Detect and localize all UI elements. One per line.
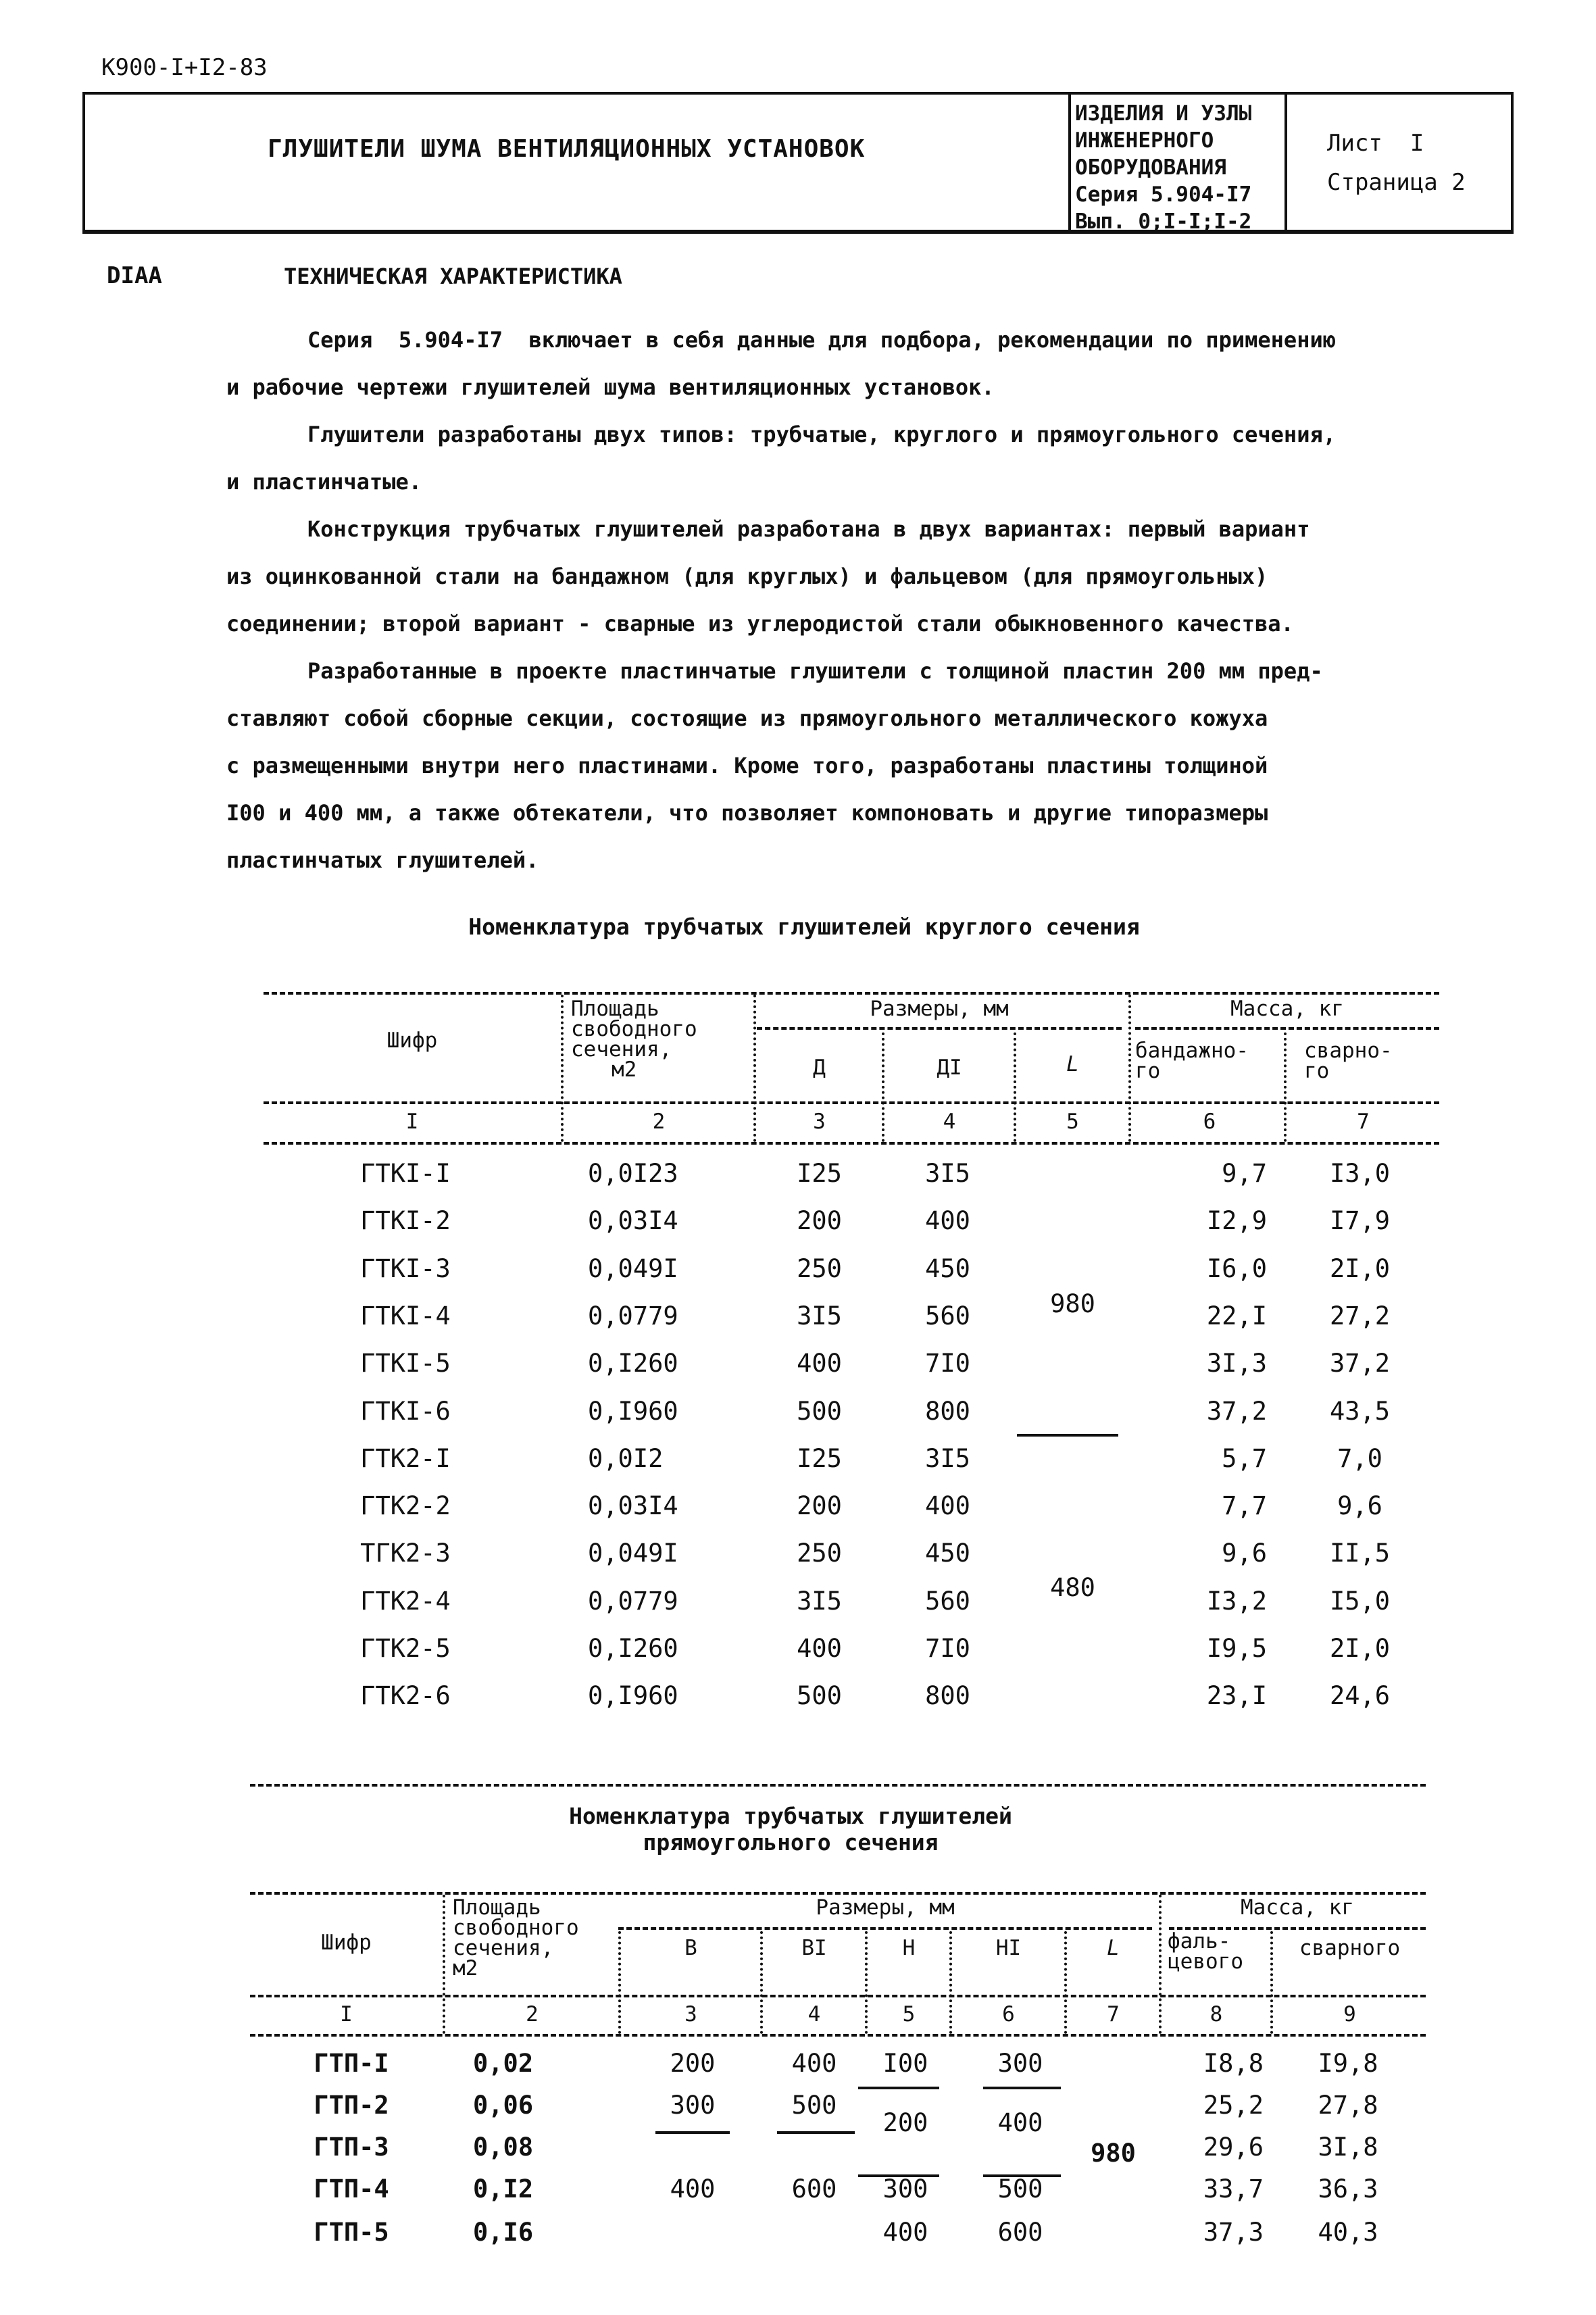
col-header-l: L bbox=[1066, 1052, 1079, 1076]
rect-cell-h: 400 bbox=[882, 2218, 928, 2247]
rect-cell-code: ГТП-4 bbox=[314, 2174, 389, 2204]
col-number: 6 bbox=[1203, 1110, 1216, 1134]
col-header-area: Площадь свободного сечения, м2 bbox=[571, 997, 697, 1082]
rect-cell-code: ГТП-3 bbox=[314, 2133, 389, 2162]
rect-cell-area: 0,I2 bbox=[473, 2174, 534, 2204]
round-cell-m1: 23,I bbox=[1206, 1681, 1267, 1711]
round-cell-d1: 450 bbox=[925, 1253, 970, 1283]
round-cell-m1: I9,5 bbox=[1206, 1634, 1267, 1663]
sheet-info: Лист I Страница 2 bbox=[1327, 130, 1466, 196]
rect-cell-b1: 600 bbox=[791, 2174, 837, 2204]
section-id: DIAA bbox=[107, 262, 162, 289]
round-cell-area: 0,I960 bbox=[588, 1681, 678, 1711]
col-number: I bbox=[340, 2002, 353, 2026]
round-cell-d1: 560 bbox=[925, 1586, 970, 1616]
round-cell-m2: 27,2 bbox=[1329, 1301, 1391, 1330]
col-header-b: В bbox=[684, 1936, 697, 1960]
round-cell-m1: 7,7 bbox=[1222, 1491, 1267, 1521]
col-number: 7 bbox=[1107, 2002, 1120, 2026]
round-cell-d: 250 bbox=[797, 1253, 842, 1283]
round-cell-m1: 37,2 bbox=[1206, 1396, 1267, 1426]
rect-cell-m1: 29,6 bbox=[1203, 2133, 1264, 2162]
col-number: 2 bbox=[652, 1110, 666, 1134]
rect-cell-m2: 40,3 bbox=[1318, 2218, 1378, 2247]
col-header-area: Площадь свободного сечения, м2 bbox=[453, 1895, 579, 1981]
round-cell-area: 0,I960 bbox=[588, 1396, 678, 1426]
round-cell-m1: 3I,3 bbox=[1206, 1349, 1267, 1378]
round-cell-code: ГТК2-2 bbox=[360, 1491, 451, 1521]
rect-cell-b1: 400 bbox=[791, 2049, 837, 2078]
round-cell-d: 200 bbox=[797, 1206, 842, 1236]
round-cell-d: 250 bbox=[797, 1539, 842, 1568]
paragraph: Глушители разработаны двух типов: трубчатые, круглого и прямоугольного сечения, и пластинчатые. bbox=[226, 422, 1336, 495]
round-cell-code: ГТК2-4 bbox=[360, 1586, 451, 1616]
round-cell-d: 3I5 bbox=[797, 1301, 842, 1330]
round-cell-d1: 3I5 bbox=[925, 1443, 970, 1473]
round-cell-d: 400 bbox=[797, 1634, 842, 1663]
round-cell-d1: 400 bbox=[925, 1491, 970, 1521]
rect-cell-h: 300 bbox=[882, 2174, 928, 2204]
round-cell-d: 200 bbox=[797, 1491, 842, 1521]
round-cell-d: I25 bbox=[797, 1159, 842, 1188]
rect-cell-b1: 500 bbox=[791, 2091, 837, 2120]
col-number: 8 bbox=[1210, 2002, 1223, 2026]
rect-cell-m1: 37,3 bbox=[1203, 2218, 1264, 2247]
round-cell-code: ГТКI-6 bbox=[360, 1396, 451, 1426]
paragraph: Серия 5.904-I7 включает в себя данные для подбора, рекомендации по применению и рабочие чертежи глушителей шума вентиляционных установок. bbox=[226, 327, 1336, 400]
round-cell-area: 0,049I bbox=[588, 1253, 678, 1283]
rect-cell-h1: 600 bbox=[997, 2218, 1043, 2247]
col-number: 5 bbox=[1066, 1110, 1079, 1134]
rect-cell-code: ГТП-2 bbox=[314, 2091, 389, 2120]
col-header-code: Шифр bbox=[321, 1931, 372, 1955]
round-cell-m2: 43,5 bbox=[1329, 1396, 1391, 1426]
rect-cell-m2: 27,8 bbox=[1318, 2091, 1378, 2120]
round-cell-d1: 7I0 bbox=[925, 1634, 970, 1663]
round-cell-m2: 9,6 bbox=[1337, 1491, 1382, 1521]
paragraph: Конструкция трубчатых глушителей разработана в двух вариантах: первый вариант из оцинкованной стали на бандажном (для круглых) и фальцевом (для прямоугольных) соединении; второй вариант - сварные из углеродистой стали обыкновенного качества. bbox=[226, 516, 1310, 637]
rect-cell-h: I00 bbox=[882, 2049, 928, 2078]
round-cell-area: 0,I260 bbox=[588, 1349, 678, 1378]
col-header-band: бандажно- го bbox=[1135, 1039, 1249, 1083]
round-cell-m2: II,5 bbox=[1329, 1539, 1391, 1568]
rect-cell-b: 200 bbox=[670, 2049, 716, 2078]
round-cell-m1: 22,I bbox=[1206, 1301, 1267, 1330]
round-cell-d1: 800 bbox=[925, 1396, 970, 1426]
rect-cell-m1: 25,2 bbox=[1203, 2091, 1264, 2120]
rect-cell-h1: 500 bbox=[997, 2174, 1043, 2204]
round-cell-area: 0,03I4 bbox=[588, 1206, 678, 1236]
rect-cell-b: 300 bbox=[670, 2091, 716, 2120]
round-cell-m2: 2I,0 bbox=[1329, 1253, 1391, 1283]
round-cell-d1: 560 bbox=[925, 1301, 970, 1330]
round-cell-m2: 37,2 bbox=[1329, 1349, 1391, 1378]
series-info: ИЗДЕЛИЯ И УЗЛЫ ИНЖЕНЕРНОГО ОБОРУДОВАНИЯ Серия 5.904-I7 Вып. 0;I-I;I-2 bbox=[1075, 101, 1252, 234]
rect-cell-m2: 36,3 bbox=[1318, 2174, 1378, 2204]
col-number: 4 bbox=[807, 2002, 821, 2026]
document-title: ГЛУШИТЕЛИ ШУМА ВЕНТИЛЯЦИОННЫХ УСТАНОВОК bbox=[268, 135, 866, 163]
rect-cell-h1: 400 bbox=[997, 2108, 1043, 2137]
round-cell-code: ГТК2-I bbox=[360, 1443, 451, 1473]
round-cell-d: 500 bbox=[797, 1396, 842, 1426]
col-header-mass: Масса, кг bbox=[1230, 997, 1344, 1021]
rect-cell-area: 0,08 bbox=[473, 2133, 534, 2162]
round-cell-d1: 7I0 bbox=[925, 1349, 970, 1378]
rect-cell-area: 0,02 bbox=[473, 2049, 534, 2078]
rect-cell-b: 400 bbox=[670, 2174, 716, 2204]
round-cell-area: 0,0I23 bbox=[588, 1159, 678, 1188]
col-number: 2 bbox=[526, 2002, 539, 2026]
rect-cell-m1: 33,7 bbox=[1203, 2174, 1264, 2204]
col-number: 6 bbox=[1002, 2002, 1015, 2026]
col-header-l: L bbox=[1107, 1936, 1120, 1960]
round-cell-m2: 24,6 bbox=[1329, 1681, 1391, 1711]
rect-cell-m2: 3I,8 bbox=[1318, 2133, 1378, 2162]
rect-table-title: Номенклатура трубчатых глушителей прямоугольного сечения bbox=[569, 1803, 1012, 1856]
col-number: 5 bbox=[902, 2002, 916, 2026]
round-cell-code: ГТКI-2 bbox=[360, 1206, 451, 1236]
col-header-h: Н bbox=[902, 1936, 916, 1960]
col-header-mass: Масса, кг bbox=[1241, 1895, 1354, 1920]
round-cell-area: 0,0779 bbox=[588, 1586, 678, 1616]
round-cell-d1: 800 bbox=[925, 1681, 970, 1711]
col-header-sizes: Размеры, мм bbox=[816, 1895, 955, 1920]
col-number: 4 bbox=[943, 1110, 956, 1134]
round-cell-d: 500 bbox=[797, 1681, 842, 1711]
col-header-weld: сварно- го bbox=[1304, 1039, 1393, 1083]
round-cell-d: I25 bbox=[797, 1443, 842, 1473]
round-cell-d1: 3I5 bbox=[925, 1159, 970, 1188]
round-cell-code: ГТКI-4 bbox=[360, 1301, 451, 1330]
col-number: 3 bbox=[684, 2002, 697, 2026]
col-header-d1: ДI bbox=[937, 1055, 962, 1080]
round-cell-code: ГТК2-5 bbox=[360, 1634, 451, 1663]
rect-cell-m1: I8,8 bbox=[1203, 2049, 1264, 2078]
round-cell-m1: I2,9 bbox=[1206, 1206, 1267, 1236]
round-cell-area: 0,I260 bbox=[588, 1634, 678, 1663]
rect-cell-h: 200 bbox=[882, 2108, 928, 2137]
l-value: 980 bbox=[1091, 2139, 1136, 2168]
col-number: 9 bbox=[1343, 2002, 1356, 2026]
round-cell-m1: I3,2 bbox=[1206, 1586, 1267, 1616]
round-cell-m2: I3,0 bbox=[1329, 1159, 1391, 1188]
col-header-weld: сварного bbox=[1299, 1936, 1401, 1960]
round-cell-m1: 5,7 bbox=[1222, 1443, 1267, 1473]
round-cell-area: 0,0779 bbox=[588, 1301, 678, 1330]
round-cell-code: ГТКI-I bbox=[360, 1159, 451, 1188]
col-header-d: Д bbox=[813, 1055, 826, 1080]
rect-cell-h1: 300 bbox=[997, 2049, 1043, 2078]
round-cell-area: 0,03I4 bbox=[588, 1491, 678, 1521]
round-cell-m2: I5,0 bbox=[1329, 1586, 1391, 1616]
col-number: 3 bbox=[813, 1110, 826, 1134]
document-code: К900-I+I2-83 bbox=[101, 54, 268, 81]
round-cell-m1: 9,7 bbox=[1222, 1159, 1267, 1188]
round-table-title: Номенклатура трубчатых глушителей круглого сечения bbox=[468, 914, 1140, 940]
round-cell-area: 0,049I bbox=[588, 1539, 678, 1568]
round-cell-d: 400 bbox=[797, 1349, 842, 1378]
col-number: 7 bbox=[1357, 1110, 1370, 1134]
round-cell-m2: 7,0 bbox=[1337, 1443, 1382, 1473]
l-value: 480 bbox=[1050, 1573, 1095, 1602]
round-cell-area: 0,0I2 bbox=[588, 1443, 664, 1473]
section-title: ТЕХНИЧЕСКАЯ ХАРАКТЕРИСТИКА bbox=[284, 264, 622, 289]
round-cell-code: ГТК2-6 bbox=[360, 1681, 451, 1711]
round-cell-m1: 9,6 bbox=[1222, 1539, 1267, 1568]
col-header-falz: фаль- цевого bbox=[1168, 1929, 1243, 1974]
col-header-b1: ВI bbox=[801, 1936, 827, 1960]
round-cell-code: ГТКI-3 bbox=[360, 1253, 451, 1283]
rect-cell-code: ГТП-I bbox=[314, 2049, 389, 2078]
round-cell-m2: 2I,0 bbox=[1329, 1634, 1391, 1663]
rect-cell-m2: I9,8 bbox=[1318, 2049, 1378, 2078]
col-number: I bbox=[405, 1110, 419, 1134]
paragraph: Разработанные в проекте пластинчатые глушители с толщиной пластин 200 мм пред- ставляют собой сборные секции, состоящие из прямоугольного металлического кожуха с размещенными внутри него пластинами. Кроме того, разработаны пластины толщиной I00 и 400 мм, а также обтекатели, что позволяет компоновать и другие типоразмеры пластинчатых глушителей. bbox=[226, 658, 1323, 873]
rect-cell-code: ГТП-5 bbox=[314, 2218, 389, 2247]
rect-cell-area: 0,I6 bbox=[473, 2218, 534, 2247]
round-cell-m2: I7,9 bbox=[1329, 1206, 1391, 1236]
round-cell-code: ТГК2-3 bbox=[360, 1539, 451, 1568]
col-header-h1: НI bbox=[995, 1936, 1022, 1960]
round-cell-d1: 400 bbox=[925, 1206, 970, 1236]
l-value: 980 bbox=[1050, 1289, 1095, 1318]
col-header-code: Шифр bbox=[386, 1028, 438, 1053]
col-header-sizes: Размеры, мм bbox=[870, 997, 1009, 1021]
round-cell-m1: I6,0 bbox=[1206, 1253, 1267, 1283]
round-cell-d1: 450 bbox=[925, 1539, 970, 1568]
round-cell-code: ГТКI-5 bbox=[360, 1349, 451, 1378]
round-cell-d: 3I5 bbox=[797, 1586, 842, 1616]
rect-cell-area: 0,06 bbox=[473, 2091, 534, 2120]
